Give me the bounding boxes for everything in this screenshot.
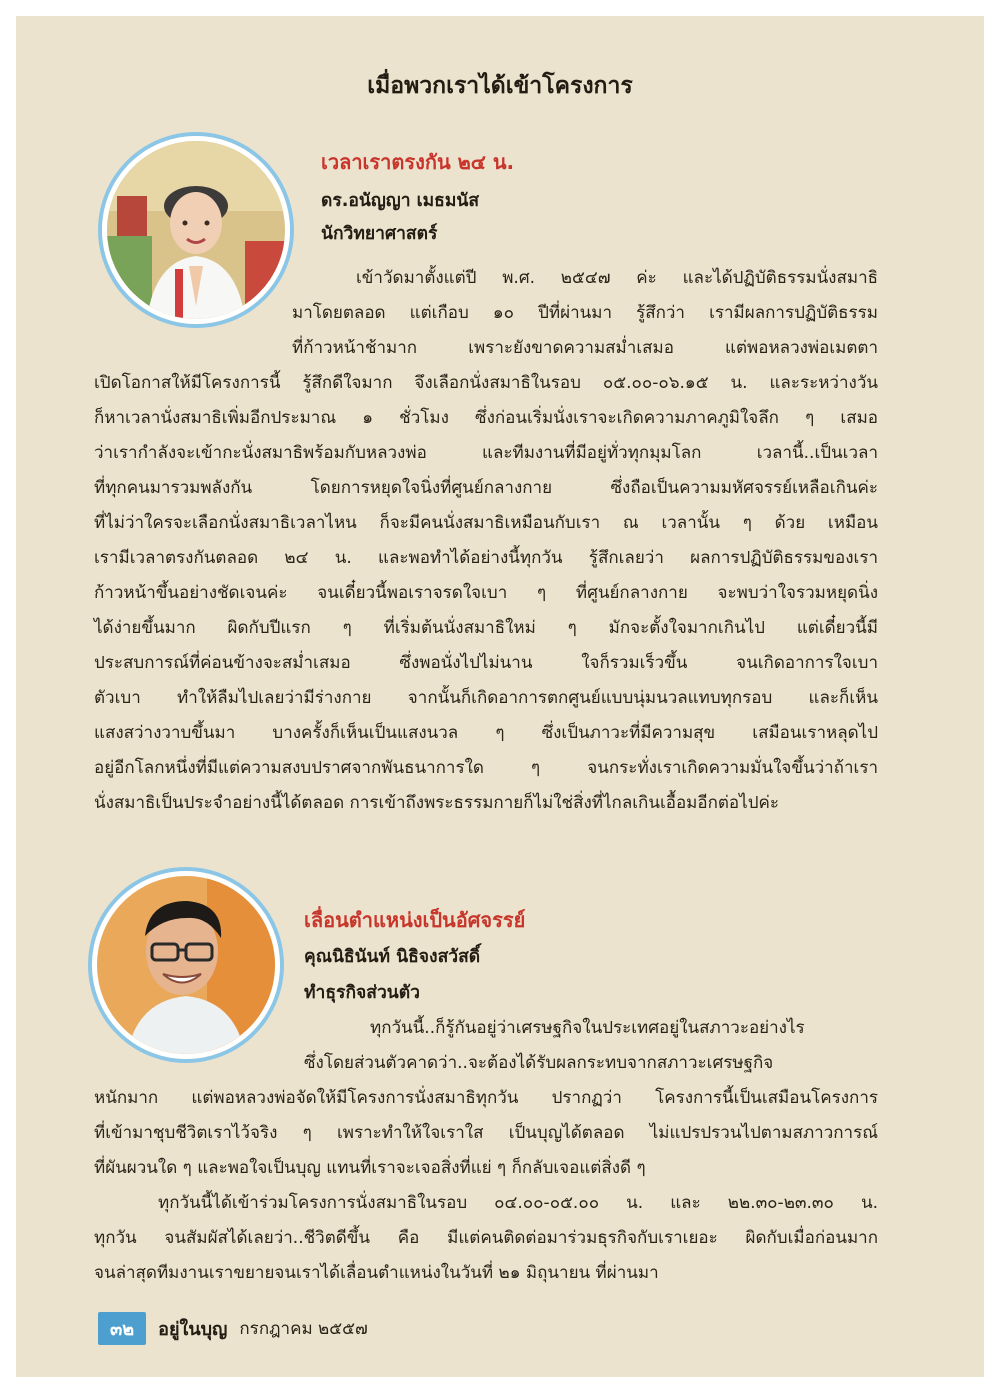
article-1-line: เรามีเวลาตรงกันตลอด ๒๔ น. และพอทำได้อย่างนี้ทุกวัน รู้สึกเลยว่า ผลการปฏิบัติธรรมของเรา [94,548,878,568]
portrait-man [92,871,280,1059]
article-1-line: เปิดโอกาสให้มีโครงการนี้ รู้สึกดีใจมาก จึงเลือกนั่งสมาธิในรอบ ๐๕.๐๐-๐๖.๑๕ น. และระหว่างวัน [94,373,878,393]
article-1-line: แสงสว่างวาบขึ้นมา บางครั้งก็เห็นเป็นแสงนวล ๆ ซึ่งเป็นภาวะที่มีความสุข เสมือนเราหลุดไป [94,723,878,743]
magazine-page [16,16,984,1377]
article-2-line: ทุกวันนี้ได้เข้าร่วมโครงการนั่งสมาธิในรอบ ๐๔.๐๐-๐๕.๐๐ น. และ ๒๒.๓๐-๒๓.๓๐ น. [158,1193,878,1213]
article-1-line: ที่ทุกคนมารวมพลังกัน โดยการหยุดใจนิ่งที่ศูนย์กลางกาย ซึ่งถือเป็นความมหัศจรรย์เหลือเกินค่ะ [94,478,878,498]
article-1-line: ได้ง่ายขึ้นมาก ผิดกับปีแรก ๆ ที่เริ่มต้นนั่งสมาธิใหม่ ๆ มักจะตั้งใจมากเกินไป แต่เดี๋ยวนี้มี [94,618,878,638]
article-2-line: ซึ่งโดยส่วนตัวคาดว่า..จะต้องได้รับผลกระทบจากสภาวะเศรษฐกิจ [304,1053,774,1073]
article-1-line: ตัวเบา ทำให้ลืมไปเลยว่ามีร่างกาย จากนั้นก็เกิดอาการตกศูนย์แบบนุ่มนวลแทบทุกรอบ และก็เห็น [94,688,878,708]
article-1-line: นั่งสมาธิเป็นประจำอย่างนี้ได้ตลอด การเข้าถึงพระธรรมกายก็ไม่ใช่สิ่งที่ไกลเกินเอื้อมอีกต่อไปค่ะ [94,793,779,813]
article-2-line: ที่เข้ามาชุบชีวิตเราไว้จริง ๆ เพราะทำให้ใจเราใส เป็นบุญได้ตลอด ไม่แปรปรวนไปตามสภาวการณ์ [94,1123,878,1143]
page-footer [98,1312,368,1345]
article-1-line: ประสบการณ์ที่ค่อนข้างจะสม่ำเสมอ ซึ่งพอนั่งไปไม่นาน ใจก็รวมเร็วขึ้น จนเกิดอาการใจเบา [94,653,878,673]
article-1-author-name: ดร.อนัญญา เมธมนัส [321,191,480,211]
article-1-line: ว่าเรากำลังจะเข้ากะนั่งสมาธิพร้อมกับหลวงพ่อ และทีมงานที่มีอยู่ทั่วทุกมุมโลก เวลานี้..เป็นเวลา [94,443,878,463]
article-1-line: ที่ก้าวหน้าช้ามาก เพราะยังขาดความสม่ำเสมอ แต่พอหลวงพ่อเมตตา [292,338,878,358]
article-1-line: เข้าวัดมาตั้งแต่ปี พ.ศ. ๒๕๔๗ ค่ะ และได้ปฏิบัติธรรมนั่งสมาธิ [356,268,878,288]
page-title: เมื่อพวกเราได้เข้าโครงการ [367,73,633,99]
article-1-line: ก้าวหน้าขึ้นอย่างชัดเจนค่ะ จนเดี๋ยวนี้พอเราจรดใจเบา ๆ ที่ศูนย์กลางกาย จะพบว่าใจรวมหยุดนิ่ง [94,583,878,603]
article-1-line: ก็หาเวลานั่งสมาธิเพิ่มอีกประมาณ ๑ ชั่วโมง ซึ่งก่อนเริ่มนั่งเราจะเกิดความภาคภูมิใจลึก ๆ เสมอ [94,408,878,428]
man-smiling-photo [97,876,275,1054]
article-2-author-name: คุณนิธินันท์ นิธิจงสวัสดิ์ [304,947,481,967]
article-2-heading: เลื่อนตำแหน่งเป็นอัศจรรย์ [304,908,526,932]
article-2-line: หนักมาก แต่พอหลวงพ่อจัดให้มีโครงการนั่งสมาธิทุกวัน ปรากฏว่า โครงการนี้เป็นเสมือนโครงการ [94,1088,878,1108]
article-1-line: มาโดยตลอด แต่เกือบ ๑๐ ปีที่ผ่านมา รู้สึกว่า เรามีผลการปฏิบัติธรรม [292,303,878,323]
article-2-line: ที่ผันผวนใด ๆ และพอใจเป็นบุญ แทนที่เราจะเจอสิ่งที่แย่ ๆ ก็กลับเจอแต่สิ่งดี ๆ [94,1158,646,1178]
portrait-woman [102,136,290,324]
article-1-line: อยู่อีกโลกหนึ่งที่มีแต่ความสงบปราศจากพันธนาการใด ๆ จนกระทั่งเราเกิดความมั่นใจขึ้นว่าถ้าเรา [94,758,878,778]
article-1-line: ที่ไม่ว่าใครจะเลือกนั่งสมาธิเวลาไหน ก็จะมีคนนั่งสมาธิเหมือนกับเรา ณ เวลานั้น ๆ ด้วย เหมือน [94,513,878,533]
page-number-badge: ๓๒ [98,1312,146,1345]
article-2-line: ทุกวัน จนสัมผัสได้เลยว่า..ชีวิตดีขึ้น คือ มีแต่คนติดต่อมาร่วมธุรกิจกับเราเยอะ ผิดกับเมื่อก่อนมาก [94,1228,878,1248]
article-2-line: จนล่าสุดทีมงานเราขยายจนเราได้เลื่อนตำแหน่งในวันที่ ๒๑ มิถุนายน ที่ผ่านมา [94,1263,659,1283]
issue-date: กรกฎาคม ๒๕๕๗ [239,1319,368,1339]
article-2-author-role: ทำธุรกิจส่วนตัว [304,983,420,1003]
article-1-heading: เวลาเราตรงกัน ๒๔ น. [321,150,515,174]
article-1-author-role: นักวิทยาศาสตร์ [321,224,438,244]
article-2-line: ทุกวันนี้..ก็รู้กันอยู่ว่าเศรษฐกิจในประเทศอยู่ในสภาวะอย่างไร [370,1018,805,1038]
woman-praying-photo [107,141,285,319]
magazine-name: อยู่ในบุญ [158,1319,228,1340]
